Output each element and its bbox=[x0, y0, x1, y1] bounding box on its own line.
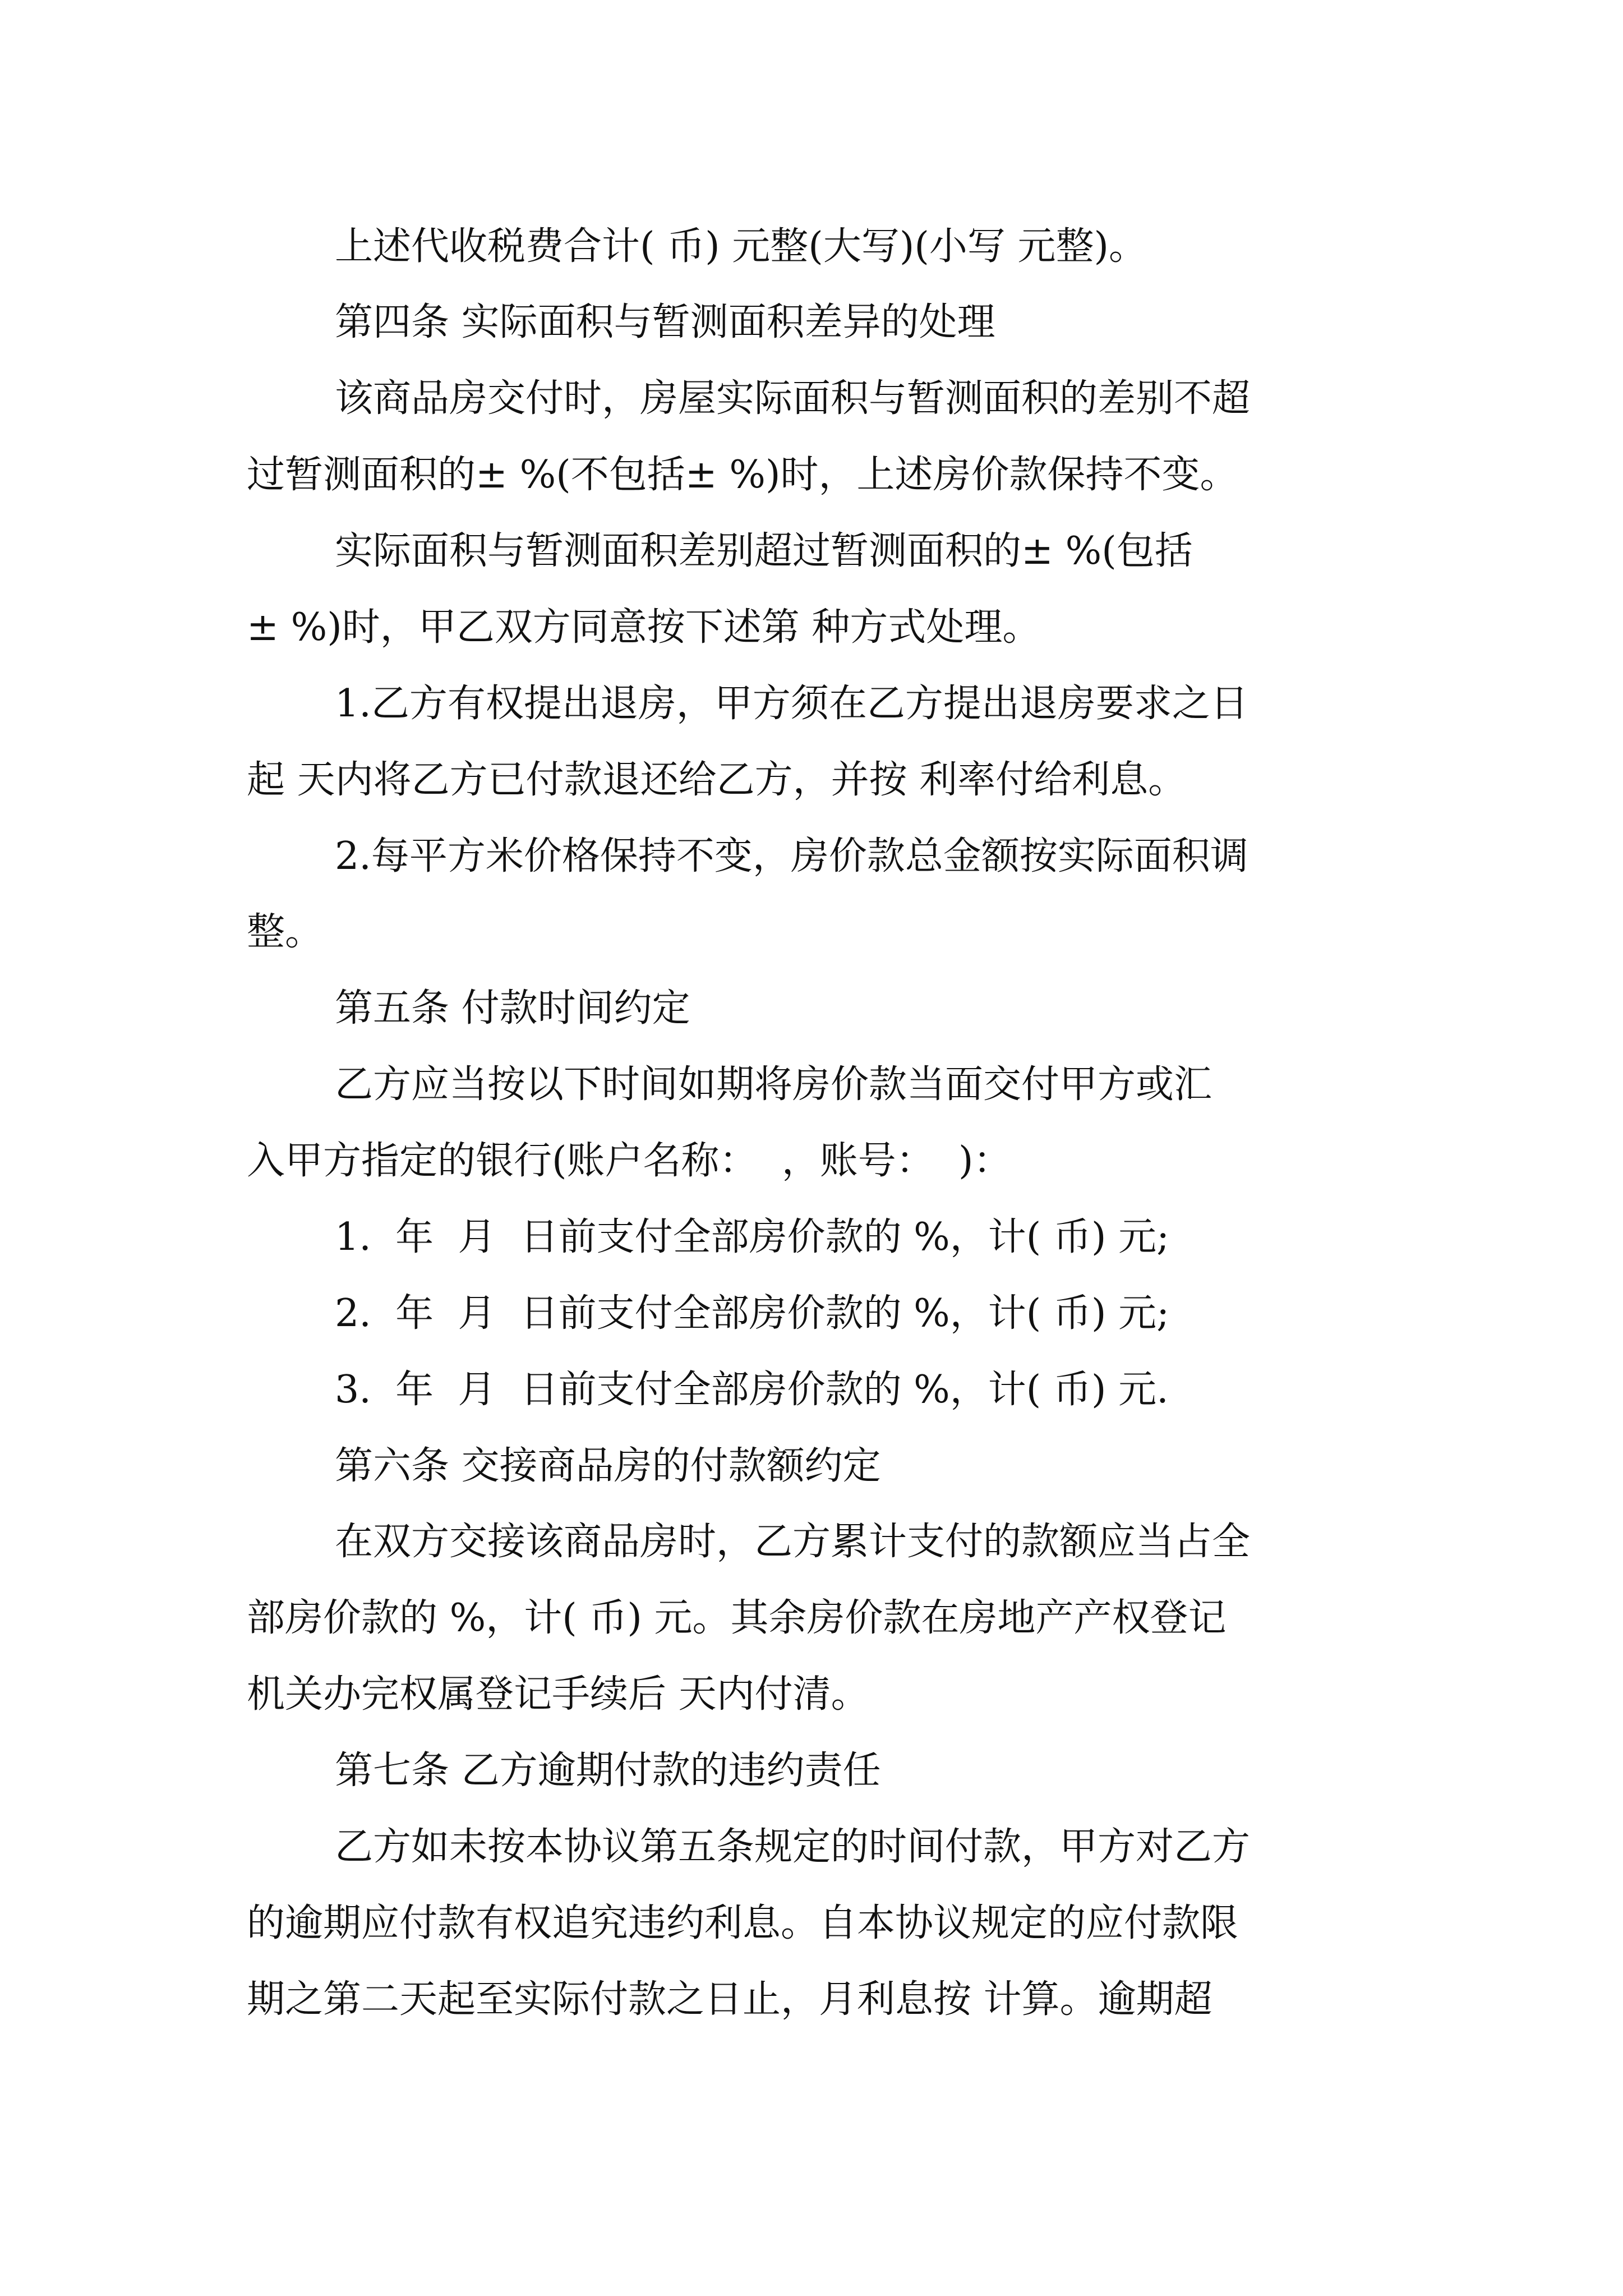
paragraph-line: 乙方如未按本协议第五条规定的时间付款，甲方对乙方 bbox=[335, 1825, 1251, 1869]
heading-article-6: 第六条 交接商品房的付款额约定 bbox=[335, 1444, 881, 1488]
heading-article-5: 第五条 付款时间约定 bbox=[335, 986, 690, 1030]
paragraph-line: 过暂测面积的± %(不包括± %)时，上述房价款保持不变。 bbox=[247, 453, 1238, 497]
paragraph-line: 部房价款的 %，计( 币) 元。其余房价款在房地产产权登记 bbox=[247, 1596, 1227, 1640]
paragraph-line: 实际面积与暂测面积差别超过暂测面积的± %(包括 bbox=[335, 529, 1193, 573]
list-item-2: 2.每平方米价格保持不变，房价款总金额按实际面积调 bbox=[335, 834, 1248, 878]
paragraph-line: 该商品房交付时，房屋实际面积与暂测面积的差别不超 bbox=[335, 376, 1251, 421]
paragraph-line: 机关办完权属登记手续后 天内付清。 bbox=[247, 1672, 869, 1717]
paragraph-line: 入甲方指定的银行(账户名称： ，账号： )： bbox=[247, 1139, 1012, 1183]
heading-article-4: 第四条 实际面积与暂测面积差异的处理 bbox=[335, 300, 995, 344]
paragraph-line: 的逾期应付款有权追究违约利息。自本协议规定的应付款限 bbox=[247, 1901, 1239, 1945]
paragraph-tax-total: 上述代收税费合计( 币) 元整(大写)(小写 元整)。 bbox=[335, 224, 1147, 269]
list-item-1: 1.乙方有权提出退房，甲方须在乙方提出退房要求之日 bbox=[335, 682, 1248, 726]
paragraph-line: 期之第二天起至实际付款之日止，月利息按 计算。逾期超 bbox=[247, 1977, 1212, 2022]
payment-item-1: 1. 年 月 日前支付全部房价款的 %，计( 币) 元; bbox=[335, 1215, 1169, 1259]
paragraph-line: 整。 bbox=[247, 910, 324, 954]
paragraph-line: 在双方交接该商品房时，乙方累计支付的款额应当占全 bbox=[335, 1520, 1251, 1564]
payment-item-3: 3. 年 月 日前支付全部房价款的 %，计( 币) 元. bbox=[335, 1368, 1169, 1412]
payment-item-2: 2. 年 月 日前支付全部房价款的 %，计( 币) 元; bbox=[335, 1291, 1169, 1336]
heading-article-7: 第七条 乙方逾期付款的违约责任 bbox=[335, 1749, 881, 1793]
paragraph-line: 乙方应当按以下时间如期将房价款当面交付甲方或汇 bbox=[335, 1062, 1212, 1107]
paragraph-line: 起 天内将乙方已付款退还给乙方，并按 利率付给利息。 bbox=[247, 758, 1187, 802]
paragraph-line: ± %)时，甲乙双方同意按下述第 种方式处理。 bbox=[247, 605, 1041, 650]
